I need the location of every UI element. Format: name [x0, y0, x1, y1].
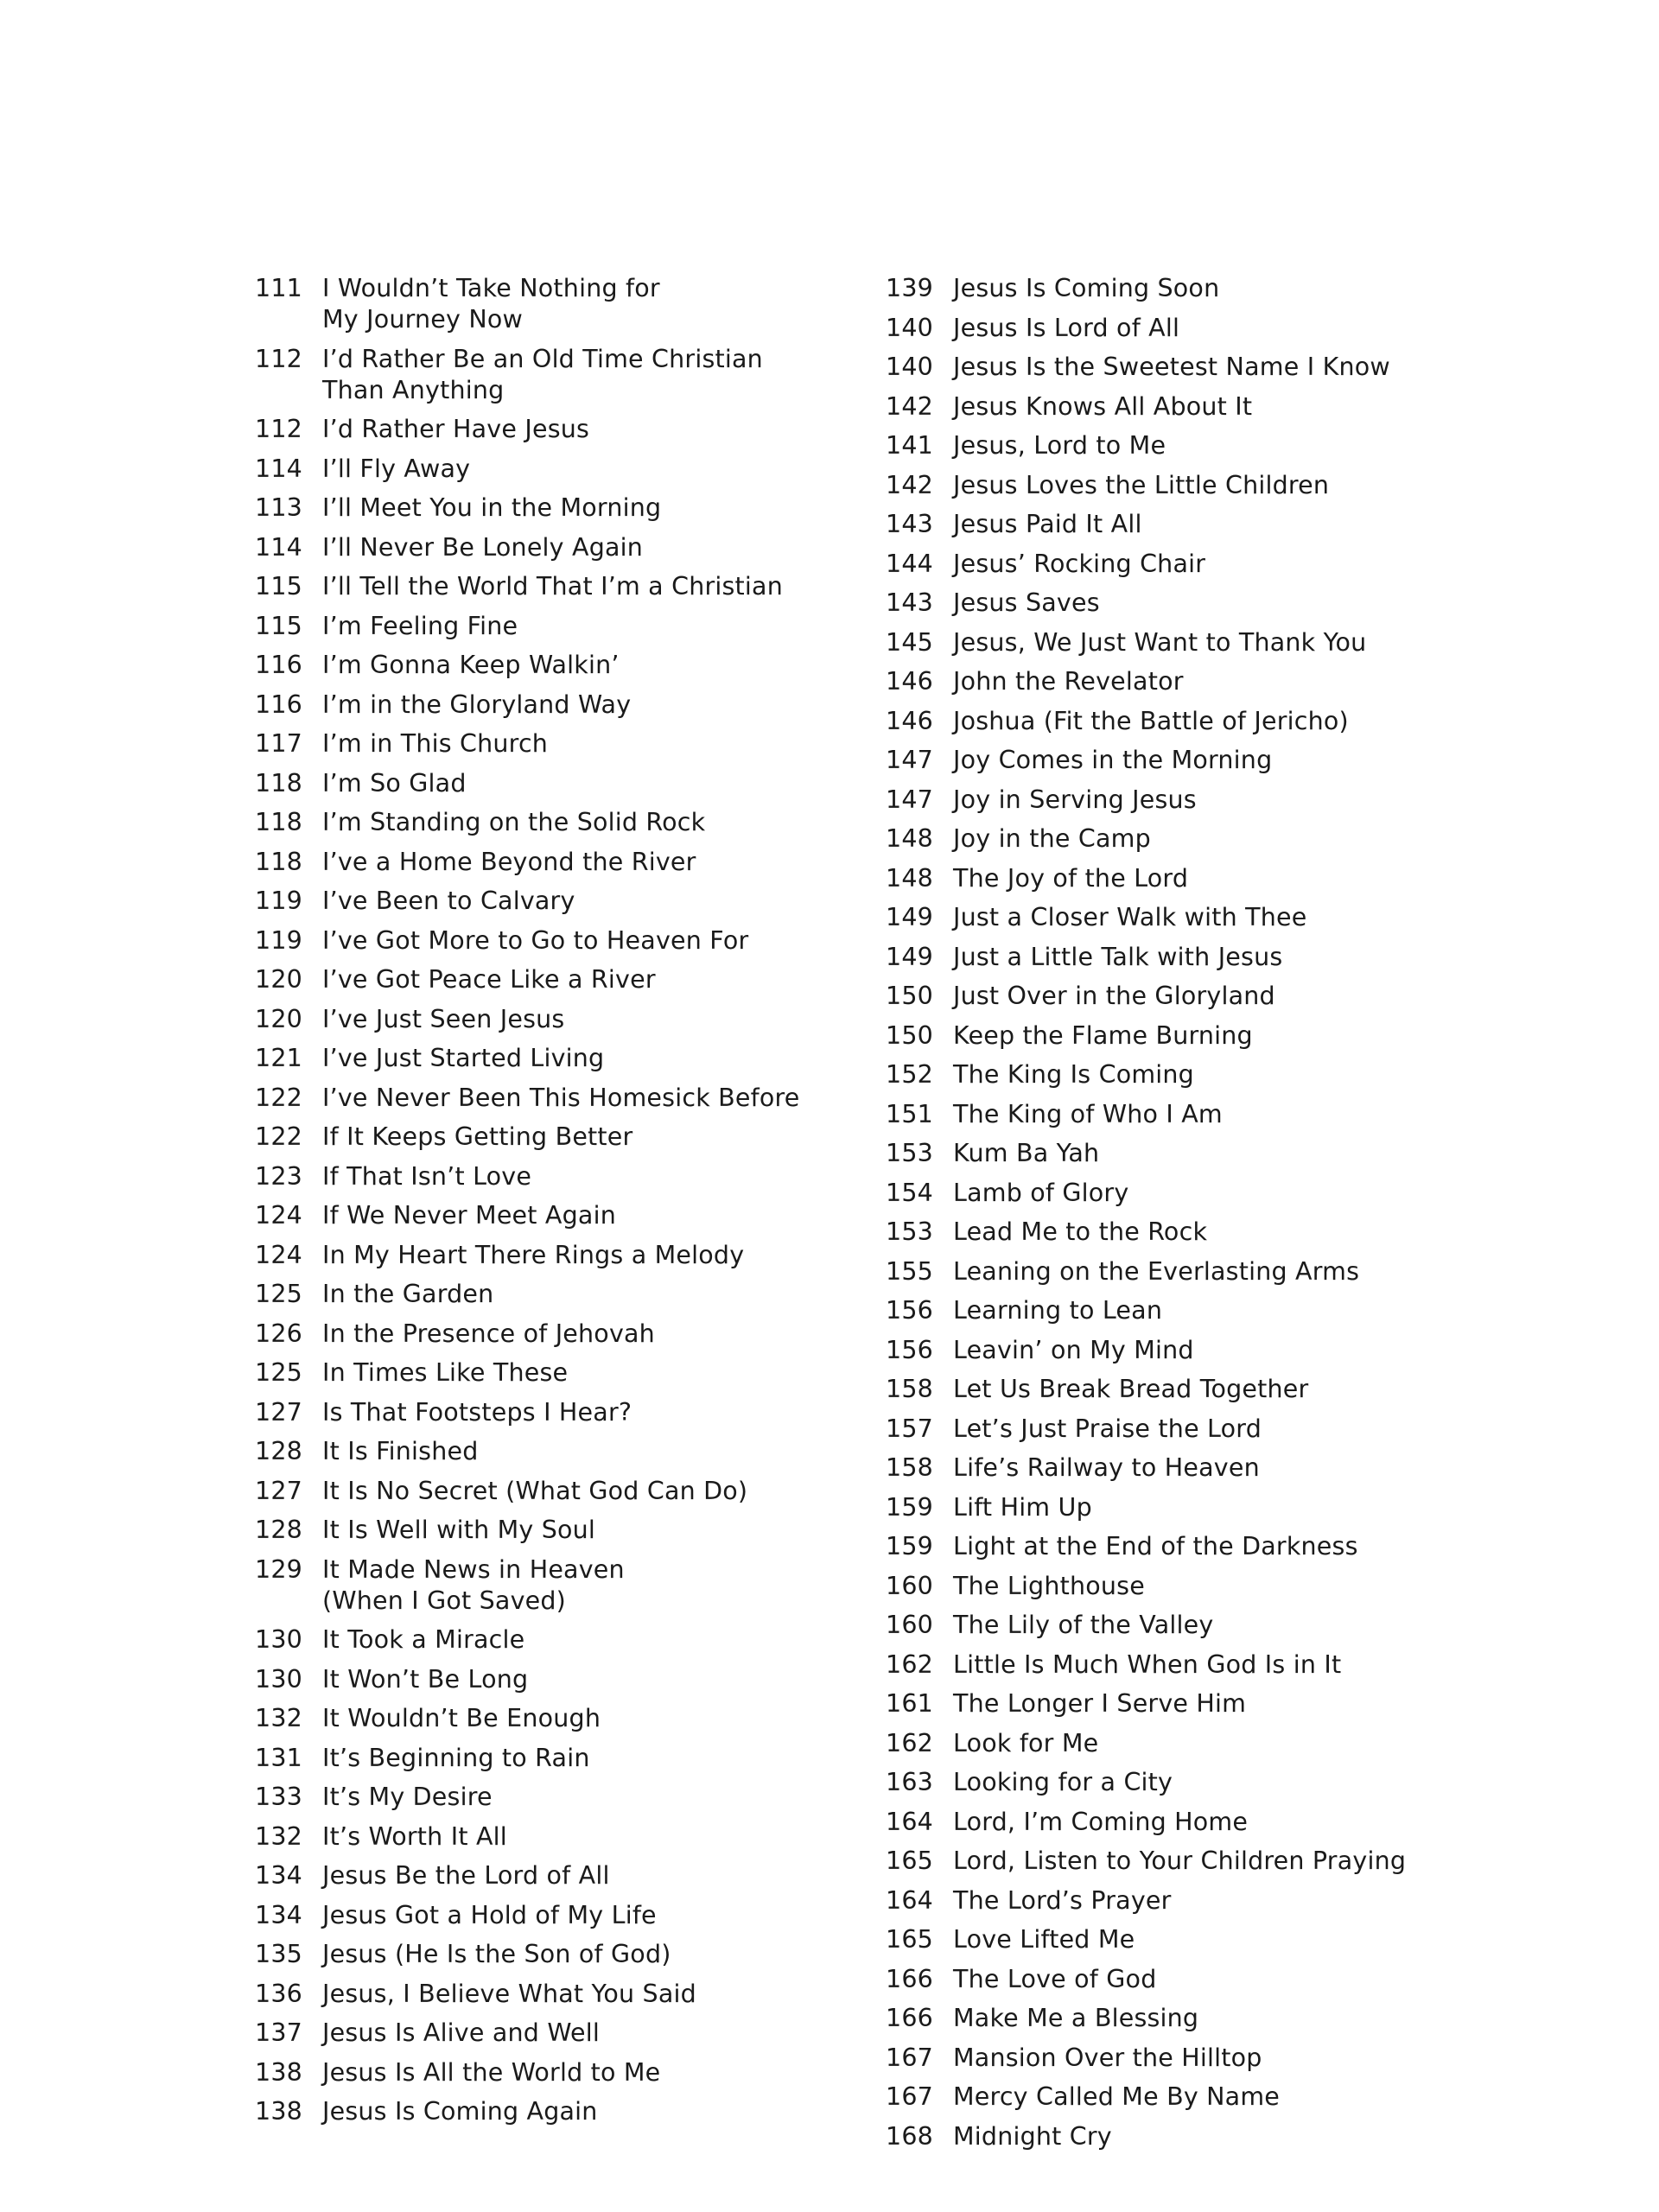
page-number: 148 [886, 824, 933, 853]
index-entry [886, 1414, 1508, 1445]
index-entry [886, 1649, 1508, 1681]
song-title: I’m Standing on the Solid Rock [322, 808, 706, 836]
index-entry [886, 1767, 1508, 1798]
index-entry [886, 430, 1508, 461]
index-entry [886, 588, 1508, 619]
song-title: Looking for a City [953, 1768, 1173, 1796]
page-number: 138 [255, 2057, 302, 2087]
page-number: 160 [886, 1611, 933, 1639]
song-title: I’ve a Home Beyond the River [322, 847, 696, 876]
song-title: I’ll Fly Away [322, 454, 471, 483]
index-entry [886, 1452, 1508, 1484]
song-title: Midnight Cry [953, 2121, 1112, 2151]
index-entry [255, 1240, 860, 1271]
page-number: 114 [255, 532, 302, 562]
page-number: 142 [886, 391, 933, 421]
song-title: Lord, Listen to Your Children Praying [953, 1847, 1407, 1875]
page-number: 164 [886, 1885, 933, 1915]
page-number: 141 [886, 431, 933, 460]
song-title: Mercy Called Me By Name [953, 2082, 1281, 2111]
page-number: 152 [886, 1060, 933, 1089]
song-title: Jesus Is Alive and Well [322, 2018, 601, 2047]
index-entry [255, 493, 860, 524]
index-entry [255, 728, 860, 760]
index-entry [255, 1083, 860, 1114]
page-number: 146 [886, 667, 933, 696]
index-entry [886, 2003, 1508, 2034]
index-entry [886, 706, 1508, 737]
song-title: Jesus, Lord to Me [953, 431, 1166, 460]
page-number: 125 [255, 1358, 302, 1387]
song-title: In Times Like These [322, 1358, 569, 1387]
song-title: It Won’t Be Long [322, 1664, 529, 1694]
song-title: Jesus (He Is the Son of God) [322, 1940, 671, 1968]
page-number: 162 [886, 1649, 933, 1679]
page-number: 119 [255, 887, 302, 915]
page-number: 143 [886, 588, 933, 617]
song-title: Jesus’ Rocking Chair [953, 549, 1206, 578]
song-title: Jesus Is Lord of All [953, 313, 1180, 342]
index-entry [255, 650, 860, 681]
index-entry [255, 1939, 860, 1970]
song-title: In My Heart There Rings a Melody [322, 1240, 745, 1269]
song-title: Make Me a Blessing [953, 2004, 1199, 2032]
song-title: Jesus Is Coming Again [322, 2097, 598, 2126]
song-title: The Lighthouse [953, 1571, 1145, 1600]
song-title: I Wouldn’t Take Nothing for My Journey Now [322, 274, 660, 334]
index-entry [255, 1703, 860, 1734]
song-title: It Made News in Heaven (When I Got Saved) [322, 1554, 625, 1615]
index-entry [886, 1492, 1508, 1523]
page-number: 158 [886, 1375, 933, 1403]
index-entry [255, 414, 860, 445]
index-entry [255, 454, 860, 485]
song-title: Lamb of Glory [953, 1178, 1129, 1207]
page-number: 135 [255, 1940, 302, 1968]
song-title: I’ve Got Peace Like a River [322, 965, 656, 994]
song-title: Look for Me [953, 1728, 1099, 1758]
song-title: Jesus, We Just Want to Thank You [953, 627, 1367, 657]
song-title: The Lord’s Prayer [953, 1885, 1172, 1915]
index-entry [886, 1688, 1508, 1719]
song-title: Leaning on the Everlasting Arms [953, 1256, 1360, 1286]
song-title: I’m in This Church [322, 729, 549, 758]
index-entry [255, 611, 860, 642]
song-title: Is That Footsteps I Hear? [322, 1397, 632, 1427]
page-number: 155 [886, 1256, 933, 1286]
page-number: 159 [886, 1532, 933, 1560]
index-entry [886, 745, 1508, 776]
page-number: 167 [886, 2043, 933, 2072]
song-title: The King Is Coming [953, 1060, 1194, 1089]
index-entry [886, 1807, 1508, 1838]
page-number: 143 [886, 510, 933, 538]
page-number: 138 [255, 2097, 302, 2126]
index-entry [255, 344, 860, 406]
song-title: Jesus Got a Hold of My Life [322, 1900, 657, 1929]
page-number: 146 [886, 706, 933, 735]
song-title: I’ve Just Started Living [322, 1044, 605, 1072]
page-number: 115 [255, 611, 302, 640]
page-number: 156 [886, 1296, 933, 1325]
page-number: 158 [886, 1453, 933, 1482]
index-entry [255, 1357, 860, 1389]
song-title: Love Lifted Me [953, 1925, 1135, 1954]
page-number: 160 [886, 1571, 933, 1600]
page-number: 153 [886, 1217, 933, 1246]
page-number: 127 [255, 1397, 302, 1427]
song-title: I’ll Tell the World That I’m a Christian [322, 572, 783, 601]
page-number: 139 [886, 274, 933, 302]
page-number: 130 [255, 1664, 302, 1694]
index-entry [886, 1217, 1508, 1248]
page-number: 122 [255, 1083, 302, 1112]
page-number: 136 [255, 1979, 302, 2008]
page-number: 134 [255, 1900, 302, 1929]
page-number: 112 [255, 415, 302, 443]
page-number: 132 [255, 1704, 302, 1732]
index-entry [255, 532, 860, 563]
index-entry [886, 1099, 1508, 1130]
song-title: Just a Little Talk with Jesus [953, 942, 1283, 971]
index-entry [886, 1571, 1508, 1602]
index-entry [886, 2043, 1508, 2074]
song-title: Jesus, I Believe What You Said [322, 1979, 696, 2008]
page-number: 111 [255, 274, 302, 302]
song-title: Joy in the Camp [953, 824, 1151, 853]
index-entry [886, 1846, 1508, 1877]
page-number: 117 [255, 729, 302, 758]
song-title: It Wouldn’t Be Enough [322, 1704, 601, 1732]
index-entry [255, 1782, 860, 1813]
index-entry [255, 1624, 860, 1656]
page-number: 116 [255, 651, 302, 679]
page-number: 142 [886, 470, 933, 499]
index-column-right [886, 273, 1508, 2160]
song-title: Jesus Loves the Little Children [953, 470, 1330, 499]
page-number: 112 [255, 344, 302, 373]
page-number: 162 [886, 1728, 933, 1758]
song-title: Lift Him Up [953, 1492, 1092, 1522]
index-entry [255, 1979, 860, 2010]
page-number: 129 [255, 1554, 302, 1584]
song-title: Lead Me to the Rock [953, 1217, 1208, 1246]
page-number: 133 [255, 1783, 302, 1811]
song-title: If That Isn’t Love [322, 1161, 532, 1191]
index-entry [886, 1374, 1508, 1405]
song-title: I’ve Got More to Go to Heaven For [322, 925, 749, 955]
song-title: I’d Rather Be an Old Time Christian Than Anything [322, 344, 763, 404]
index-entry [255, 1279, 860, 1310]
index-entry [255, 807, 860, 838]
song-title: I’m So Glad [322, 768, 467, 798]
page-number: 156 [886, 1335, 933, 1364]
index-entry [886, 1531, 1508, 1562]
page-number: 128 [255, 1437, 302, 1465]
index-entry [886, 391, 1508, 423]
song-title: I’ve Just Seen Jesus [322, 1004, 565, 1033]
index-entry [886, 2082, 1508, 2113]
page-number: 123 [255, 1161, 302, 1191]
song-title: Jesus Knows All About It [953, 391, 1253, 421]
page-number: 157 [886, 1414, 933, 1443]
index-entry [886, 902, 1508, 933]
song-title: It’s Worth It All [322, 1821, 507, 1851]
song-title: Joshua (Fit the Battle of Jericho) [953, 706, 1349, 735]
index-entry [255, 2018, 860, 2049]
page-number: 118 [255, 768, 302, 798]
song-title: Jesus Is All the World to Me [322, 2057, 661, 2087]
page-number: 166 [886, 2004, 933, 2032]
song-title: I’m in the Gloryland Way [322, 690, 632, 719]
song-title: Jesus Saves [953, 588, 1100, 617]
page-number: 116 [255, 690, 302, 719]
index-entry [255, 886, 860, 917]
song-title: I’ve Never Been This Homesick Before [322, 1083, 800, 1112]
page-number: 164 [886, 1807, 933, 1836]
page-number: 124 [255, 1201, 302, 1230]
song-title: I’ll Meet You in the Morning [322, 493, 662, 522]
song-title: If It Keeps Getting Better [322, 1122, 633, 1151]
page-number: 130 [255, 1625, 302, 1654]
index-entry [255, 1161, 860, 1192]
song-title: In the Garden [322, 1280, 494, 1308]
song-title: It Is Finished [322, 1437, 479, 1465]
page-number: 120 [255, 965, 302, 994]
page-number: 149 [886, 903, 933, 931]
page-number: 148 [886, 863, 933, 893]
index-entry [886, 1020, 1508, 1052]
page-number: 151 [886, 1099, 933, 1128]
index-entry [255, 1743, 860, 1774]
index-entry [886, 1335, 1508, 1366]
song-title: If We Never Meet Again [322, 1201, 616, 1230]
song-title: It’s Beginning to Rain [322, 1743, 590, 1772]
page-number: 114 [255, 454, 302, 483]
page-number: 150 [886, 982, 933, 1010]
song-title: I’m Feeling Fine [322, 611, 518, 640]
song-title: It Is Well with My Soul [322, 1516, 596, 1544]
song-title: The Joy of the Lord [953, 863, 1189, 893]
song-title: I’ll Never Be Lonely Again [322, 532, 644, 562]
song-title: The Longer I Serve Him [953, 1689, 1247, 1718]
index-entry [886, 1295, 1508, 1326]
index-entry [255, 690, 860, 721]
index-entry [886, 666, 1508, 697]
index-entry [255, 1436, 860, 1467]
page-number: 161 [886, 1689, 933, 1718]
index-entry [255, 1821, 860, 1853]
index-entry [886, 627, 1508, 658]
index-entry [886, 785, 1508, 816]
index-entry [255, 1900, 860, 1931]
index-entry [255, 1043, 860, 1074]
song-title: Light at the End of the Darkness [953, 1532, 1358, 1560]
page-number: 144 [886, 549, 933, 578]
page-number: 131 [255, 1743, 302, 1772]
song-title: Let’s Just Praise the Lord [953, 1414, 1262, 1443]
index-entry [255, 273, 860, 335]
index-entry [886, 1059, 1508, 1090]
index-entry [886, 1610, 1508, 1641]
song-title: The Love of God [953, 1964, 1157, 1993]
page-number: 145 [886, 627, 933, 657]
page-number: 126 [255, 1319, 302, 1348]
index-entry [255, 964, 860, 995]
page-number: 121 [255, 1044, 302, 1072]
index-column-left [255, 273, 860, 2136]
song-title: I’m Gonna Keep Walkin’ [322, 651, 620, 679]
page-number: 165 [886, 1925, 933, 1954]
song-title: The Lily of the Valley [953, 1611, 1214, 1639]
index-entry [886, 1138, 1508, 1169]
page-number: 125 [255, 1280, 302, 1308]
song-title: Just a Closer Walk with Thee [953, 903, 1307, 931]
page-number: 118 [255, 847, 302, 876]
index-entry [255, 1319, 860, 1350]
index-entry [255, 847, 860, 878]
page-number: 124 [255, 1240, 302, 1269]
song-title: Joy Comes in the Morning [953, 746, 1273, 774]
song-title: The King of Who I Am [953, 1099, 1223, 1128]
page-number: 127 [255, 1476, 302, 1505]
song-title: Just Over in the Gloryland [953, 982, 1275, 1010]
page-number: 128 [255, 1516, 302, 1544]
index-entry [255, 2057, 860, 2088]
index-entry [255, 1004, 860, 1035]
page-number: 165 [886, 1847, 933, 1875]
index-entry [255, 1860, 860, 1891]
page-number: 159 [886, 1492, 933, 1522]
index-entry [886, 549, 1508, 580]
page-number: 163 [886, 1768, 933, 1796]
page-number: 113 [255, 493, 302, 522]
page-number: 167 [886, 2082, 933, 2111]
index-entry [886, 823, 1508, 855]
index-entry [255, 1122, 860, 1153]
song-title: In the Presence of Jehovah [322, 1319, 655, 1348]
song-title: Lord, I’m Coming Home [953, 1807, 1249, 1836]
index-entry [886, 273, 1508, 304]
page-number: 153 [886, 1139, 933, 1167]
song-title: It Is No Secret (What God Can Do) [322, 1476, 748, 1505]
song-title: Let Us Break Bread Together [953, 1375, 1309, 1403]
page-number: 120 [255, 1004, 302, 1033]
index-entry [886, 1964, 1508, 1995]
index-entry [886, 1924, 1508, 1955]
song-title: Life’s Railway to Heaven [953, 1453, 1260, 1482]
song-title: Jesus Is the Sweetest Name I Know [953, 353, 1390, 381]
page-number: 134 [255, 1861, 302, 1890]
song-title: I’d Rather Have Jesus [322, 415, 590, 443]
page-number: 147 [886, 746, 933, 774]
page-number: 149 [886, 942, 933, 971]
page-number: 137 [255, 2018, 302, 2047]
index-entry [255, 1200, 860, 1231]
index-entry [255, 1554, 860, 1617]
index-entry [886, 981, 1508, 1012]
page-number: 154 [886, 1178, 933, 1207]
index-entry [255, 925, 860, 957]
page-number: 147 [886, 785, 933, 814]
page-number: 119 [255, 925, 302, 955]
page-number: 132 [255, 1821, 302, 1851]
page-number: 140 [886, 353, 933, 381]
page-number: 166 [886, 1964, 933, 1993]
song-title: John the Revelator [953, 667, 1184, 696]
index-entry [255, 1515, 860, 1546]
song-title: Jesus Be the Lord of All [322, 1861, 610, 1890]
index-entry [255, 1476, 860, 1507]
song-title: Kum Ba Yah [953, 1139, 1100, 1167]
index-entry [886, 863, 1508, 894]
song-title: Mansion Over the Hilltop [953, 2043, 1262, 2072]
index-entry [255, 571, 860, 602]
song-title: Jesus Paid It All [953, 510, 1142, 538]
song-title: Little Is Much When God Is in It [953, 1649, 1342, 1679]
index-entry [886, 313, 1508, 344]
index-entry [886, 1728, 1508, 1759]
page-number: 168 [886, 2121, 933, 2151]
page-number: 122 [255, 1122, 302, 1151]
index-entry [255, 768, 860, 799]
index-entry [886, 470, 1508, 501]
index-entry [255, 1397, 860, 1428]
index-entry [886, 509, 1508, 540]
song-title: Joy in Serving Jesus [953, 785, 1197, 814]
index-entry [886, 1885, 1508, 1916]
index-entry [886, 1256, 1508, 1287]
index-entry [255, 2096, 860, 2127]
page-number: 118 [255, 808, 302, 836]
index-entry [255, 1664, 860, 1695]
song-title: Keep the Flame Burning [953, 1020, 1253, 1050]
index-entry [886, 2121, 1508, 2152]
page-number: 115 [255, 572, 302, 601]
song-title: I’ve Been to Calvary [322, 887, 575, 915]
index-entry [886, 942, 1508, 973]
page-number: 150 [886, 1020, 933, 1050]
song-title: Learning to Lean [953, 1296, 1163, 1325]
song-title: It Took a Miracle [322, 1625, 525, 1654]
song-title: Leavin’ on My Mind [953, 1335, 1194, 1364]
page-number: 140 [886, 313, 933, 342]
index-entry [886, 352, 1508, 383]
song-title: It’s My Desire [322, 1783, 493, 1811]
song-title: Jesus Is Coming Soon [953, 274, 1220, 302]
index-entry [886, 1178, 1508, 1209]
